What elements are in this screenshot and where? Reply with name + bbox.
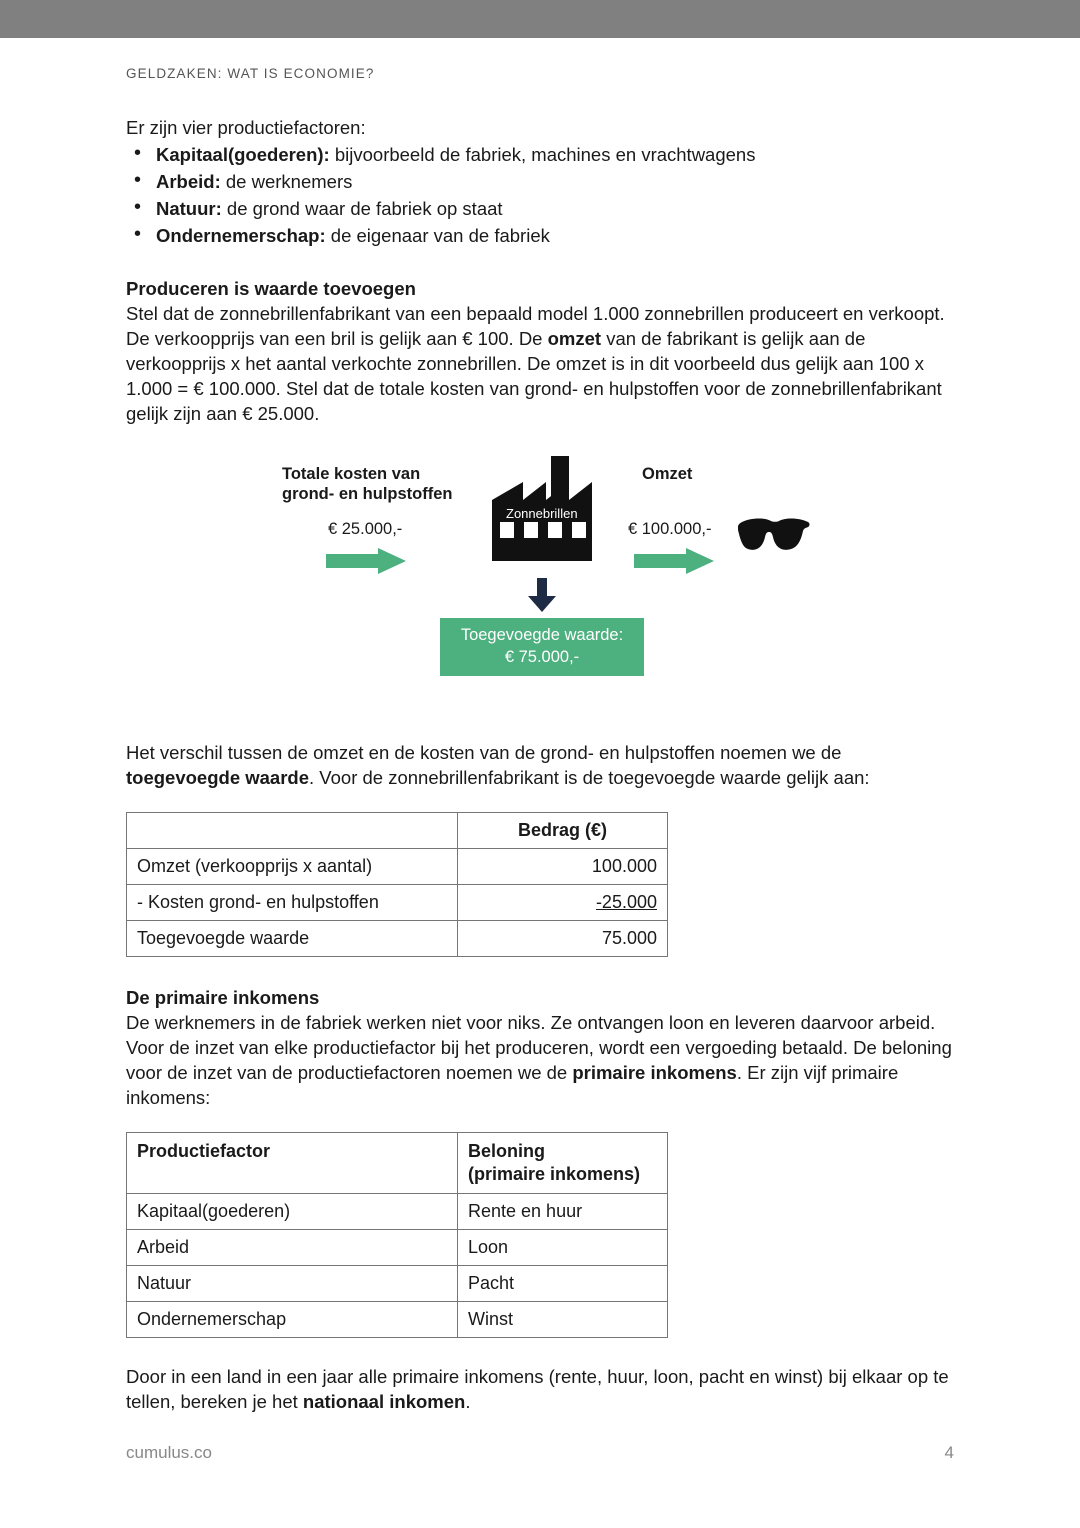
value-added-amount: € 75.000,- [504, 648, 580, 666]
factor-term: Natuur: [156, 198, 222, 219]
table-row [127, 885, 668, 921]
arrow-right-icon-cost [326, 548, 406, 574]
row-factor: Natuur [127, 1266, 458, 1302]
diagram-cost-label-line1: Totale kosten van [282, 465, 421, 483]
value-para-bold: omzet [547, 328, 602, 349]
factor-term: Arbeid: [156, 171, 221, 192]
table-header-amount: Bedrag (€) [458, 813, 668, 849]
table-row [127, 849, 668, 885]
arrow-right-icon-revenue [634, 548, 714, 574]
table-header-factor: Productiefactor [127, 1133, 458, 1194]
table-row [127, 921, 668, 957]
row-label: Toegevoegde waarde [127, 921, 458, 957]
diagram-cost-amount: € 25.000,- [328, 520, 403, 538]
row-factor: Arbeid [127, 1230, 458, 1266]
closing-bold: nationaal inkomen [302, 1391, 466, 1412]
diagram-cost-label [282, 464, 512, 504]
reward-header-line2: (primaire inkomens) [468, 1164, 641, 1184]
value-added-diagram [126, 458, 954, 688]
after-diagram-bold: toegevoegde waarde [126, 767, 310, 788]
value-added-table [126, 812, 668, 957]
value-para-part1: Stel dat de zonnebrillenfabrikant van een bepaald model 1.000 zonnebrillen produceert en verkoopt. De verkoopprijs van een bril is gelijk aan € 100. De [126, 303, 945, 349]
value-para-part2: van de fabrikant is gelijk aan de verkoopprijs x het aantal verkochte zonnebrillen. De omzet is in dit voorbeeld dus gelijk aan 100 x 1.000 = € 100.000. Stel dat de totale kosten van grond- en hulpstoffen voor de zonnebrillenfabrikant gelijk zijn aan € 25.000. [126, 328, 942, 424]
intro-lead: Er zijn vier productiefactoren: [126, 117, 366, 138]
row-reward: Rente en huur [458, 1194, 668, 1230]
section-heading-income: De primaire inkomens [126, 987, 320, 1008]
row-reward: Loon [458, 1230, 668, 1266]
row-reward: Winst [458, 1302, 668, 1338]
list-item [126, 223, 954, 248]
list-item [126, 142, 954, 167]
diagram-cost-label-line2: grond- en hulpstoffen [282, 485, 453, 503]
row-amount: -25.000 [458, 885, 668, 921]
section-value-paragraph [126, 301, 954, 426]
factor-term: Ondernemerschap: [156, 225, 326, 246]
diagram-revenue-label: Omzet [642, 465, 693, 483]
diagram-revenue-amount: € 100.000,- [628, 520, 712, 538]
footer-site: cumulus.co [126, 1443, 212, 1462]
footer-page-number: 4 [944, 1443, 954, 1462]
after-diagram-part1: Het verschil tussen de omzet en de kosten van de grond- en hulpstoffen noemen we de [126, 742, 842, 763]
factor-desc: de eigenaar van de fabriek [325, 225, 550, 246]
table-row [127, 1302, 668, 1338]
page-footer [0, 1415, 1080, 1462]
table-row [127, 1230, 668, 1266]
document-page [0, 38, 1080, 1433]
reward-header-line1: Beloning [468, 1141, 545, 1161]
page-top-banner [0, 0, 1080, 38]
list-item [126, 196, 954, 221]
income-para-part1: De werknemers in de fabriek werken niet voor niks. Ze ontvangen loon en leveren daarvoor arbeid. Voor de inzet van elke productiefactor bij het produceren, wordt een vergoeding betaald. De beloning voor de inzet van de productiefactoren noemen we de [126, 1012, 952, 1083]
row-label: - Kosten grond- en hulpstoffen [127, 885, 458, 921]
after-diagram-paragraph [126, 740, 954, 790]
row-amount: 75.000 [458, 921, 668, 957]
after-diagram-part2: . Voor de zonnebrillenfabrikant is de toegevoegde waarde gelijk aan: [309, 767, 870, 788]
document-content [126, 115, 954, 1414]
sunglasses-icon [738, 516, 812, 562]
production-factors-list [126, 142, 954, 248]
row-amount: 100.000 [458, 849, 668, 885]
row-factor: Kapitaal(goederen) [127, 1194, 458, 1230]
table-row [127, 1266, 668, 1302]
table-row-header [127, 1133, 668, 1194]
value-added-box [440, 618, 644, 676]
table-row [127, 1194, 668, 1230]
table-header-reward [458, 1133, 668, 1194]
list-item [126, 169, 954, 194]
factor-desc: de werknemers [220, 171, 353, 192]
factor-term: Kapitaal(goederen): [156, 144, 330, 165]
factor-desc: de grond waar de fabriek op staat [221, 198, 503, 219]
section-income-paragraph [126, 1010, 954, 1110]
table-row-header [127, 813, 668, 849]
income-para-bold: primaire inkomens [572, 1062, 737, 1083]
row-reward: Pacht [458, 1266, 668, 1302]
closing-part1: Door in een land in een jaar alle primaire inkomens (rente, huur, loon, pacht en winst) bij elkaar op te tellen, bereken je het [126, 1366, 949, 1412]
closing-part2: . [465, 1391, 471, 1412]
factory-label: Zonnebrillen [506, 506, 578, 521]
running-head: GELDZAKEN: WAT IS ECONOMIE? [126, 66, 375, 81]
section-heading-value: Produceren is waarde toevoegen [126, 278, 416, 299]
table-header-empty [127, 813, 458, 849]
row-factor: Ondernemerschap [127, 1302, 458, 1338]
closing-paragraph [126, 1364, 954, 1414]
row-label: Omzet (verkoopprijs x aantal) [127, 849, 458, 885]
factor-desc: bijvoorbeeld de fabriek, machines en vrachtwagens [329, 144, 756, 165]
primary-incomes-table [126, 1132, 668, 1338]
income-para-part2: . Er zijn vijf primaire inkomens: [126, 1062, 899, 1108]
value-added-label: Toegevoegde waarde: [460, 626, 624, 644]
arrow-down-icon [528, 578, 556, 612]
